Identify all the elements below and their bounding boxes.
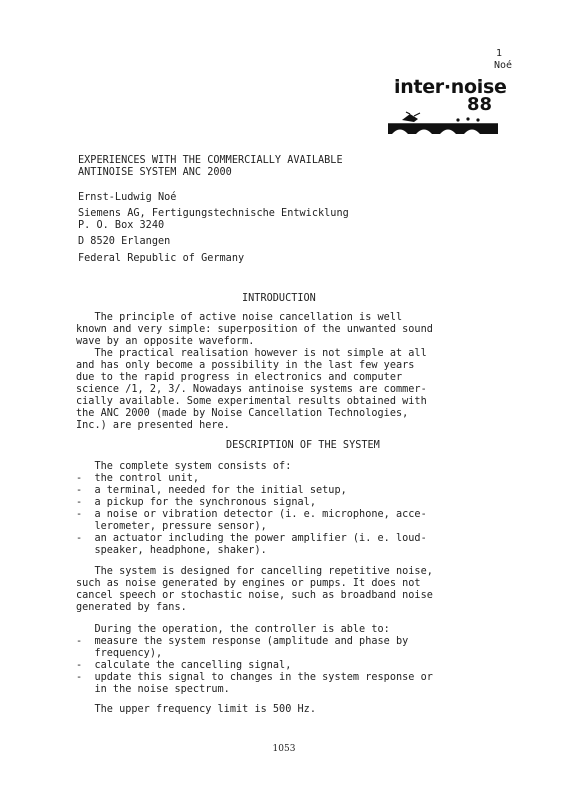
intro-paragraph-2-line-4: science /1, 2, 3/. Nowadays antinoise systems are commer- <box>76 384 427 395</box>
description-line-3: - a terminal, needed for the initial setup, <box>76 485 347 496</box>
operation-line-6: in the noise spectrum. <box>76 684 230 695</box>
description-line-7: - an actuator including the power amplifier (i. e. loud- <box>76 533 427 544</box>
frequency-limit-line: The upper frequency limit is 500 Hz. <box>76 704 316 715</box>
country: Federal Republic of Germany <box>78 253 245 264</box>
author-name: Ernst-Ludwig Noé <box>78 192 177 203</box>
page-number-footer: 1053 <box>272 744 296 754</box>
intro-paragraph-2-line-5: cially available. Some experimental results obtained with <box>76 396 427 407</box>
paper-title-line-2: ANTINOISE SYSTEM ANC 2000 <box>78 167 232 178</box>
description-line-8: speaker, headphone, shaker). <box>76 545 267 556</box>
description-heading: DESCRIPTION OF THE SYSTEM <box>226 440 380 451</box>
description-line-2: - the control unit, <box>76 473 200 484</box>
intro-paragraph-1-line-3: wave by an opposite waveform. <box>76 336 255 347</box>
page-number-top: 1 <box>496 48 503 59</box>
operation-line-3: frequency), <box>76 648 163 659</box>
operation-line-1: During the operation, the controller is able to: <box>76 624 390 635</box>
intro-paragraph-2-line-6: the ANC 2000 (made by Noise Cancellation Technologies, <box>76 408 409 419</box>
logo-word: inter·noise <box>394 76 507 98</box>
intro-paragraph-2-line-2: and has only become a possibility in the last few years <box>76 360 415 371</box>
intro-paragraph-2-line-7: Inc.) are presented here. <box>76 420 230 431</box>
conference-logo <box>388 76 507 134</box>
bridge-logo-icon <box>388 110 498 134</box>
description-line-4: - a pickup for the synchronous signal, <box>76 497 316 508</box>
operation-line-4: - calculate the cancelling signal, <box>76 660 292 671</box>
description-line-5: - a noise or vibration detector (i. e. microphone, acce- <box>76 509 427 520</box>
logo-year: 88 <box>466 94 492 115</box>
design-paragraph-line-1: The system is designed for cancelling repetitive noise, <box>76 566 433 577</box>
intro-paragraph-2-line-1: The practical realisation however is not simple at all <box>76 348 427 359</box>
intro-paragraph-1-line-2: known and very simple: superposition of the unwanted sound <box>76 324 433 335</box>
operation-line-2: - measure the system response (amplitude and phase by <box>76 636 409 647</box>
affiliation-line-1: Siemens AG, Fertigungstechnische Entwicklung <box>78 208 349 219</box>
affiliation-line-2: P. O. Box 3240 <box>78 220 165 231</box>
author-short-header: Noé <box>494 60 513 71</box>
design-paragraph-line-4: generated by fans. <box>76 602 187 613</box>
city: D 8520 Erlangen <box>78 236 171 247</box>
description-line-1: The complete system consists of: <box>76 461 292 472</box>
design-paragraph-line-2: such as noise generated by engines or pumps. It does not <box>76 578 421 589</box>
design-paragraph-line-3: cancel speech or stochastic noise, such as broadband noise <box>76 590 433 601</box>
operation-line-5: - update this signal to changes in the system response or <box>76 672 433 683</box>
intro-paragraph-2-line-3: due to the rapid progress in electronics and computer <box>76 372 403 383</box>
introduction-heading: INTRODUCTION <box>242 293 316 304</box>
paper-title-line-1: EXPERIENCES WITH THE COMMERCIALLY AVAILABLE <box>78 155 343 166</box>
intro-paragraph-1-line-1: The principle of active noise cancellation is well <box>76 312 403 323</box>
description-line-6: lerometer, pressure sensor), <box>76 521 267 532</box>
